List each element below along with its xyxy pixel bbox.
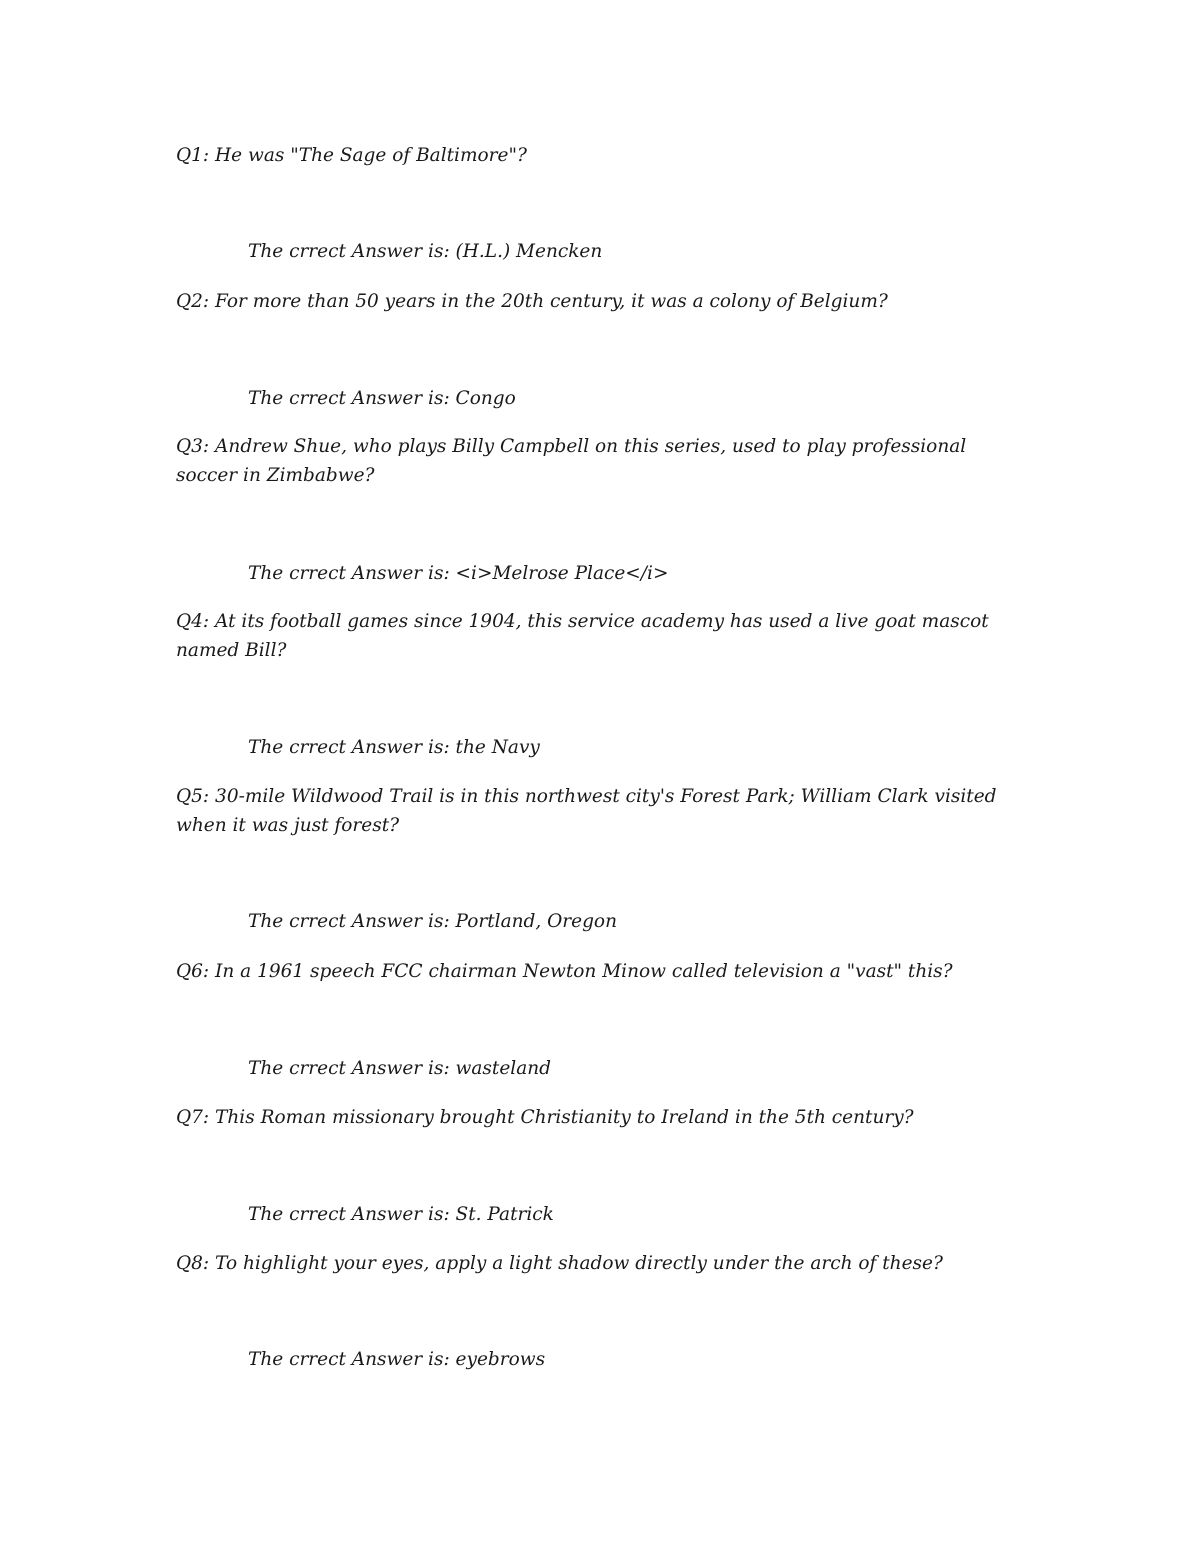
answer-8: The crrect Answer is: eyebrows bbox=[248, 1349, 546, 1370]
question-5: Q5: 30-mile Wildwood Trail is in this northwest city's Forest Park; William Clark visited when it was just forest? bbox=[176, 786, 1003, 836]
answer-7: The crrect Answer is: St. Patrick bbox=[248, 1204, 554, 1225]
answer-5: The crrect Answer is: Portland, Oregon bbox=[248, 911, 617, 932]
answer-4: The crrect Answer is: the Navy bbox=[248, 737, 540, 758]
answer-1: The crrect Answer is: (H.L.) Mencken bbox=[248, 241, 603, 262]
question-8: Q8: To highlight your eyes, apply a light shadow directly under the arch of these? bbox=[176, 1253, 943, 1274]
question-4: Q4: At its football games since 1904, this service academy has used a live goat mascot named Bill? bbox=[176, 611, 995, 661]
question-7: Q7: This Roman missionary brought Christianity to Ireland in the 5th century? bbox=[176, 1107, 914, 1128]
answer-3: The crrect Answer is: <i>Melrose Place</i> bbox=[248, 563, 669, 584]
question-2: Q2: For more than 50 years in the 20th century, it was a colony of Belgium? bbox=[176, 291, 888, 312]
answer-6: The crrect Answer is: wasteland bbox=[248, 1058, 552, 1079]
question-1: Q1: He was "The Sage of Baltimore"? bbox=[176, 145, 527, 166]
question-3: Q3: Andrew Shue, who plays Billy Campbell on this series, used to play professional soccer in Zimbabwe? bbox=[176, 436, 973, 486]
answer-2: The crrect Answer is: Congo bbox=[248, 388, 516, 409]
question-6: Q6: In a 1961 speech FCC chairman Newton Minow called television a "vast" this? bbox=[176, 961, 953, 982]
